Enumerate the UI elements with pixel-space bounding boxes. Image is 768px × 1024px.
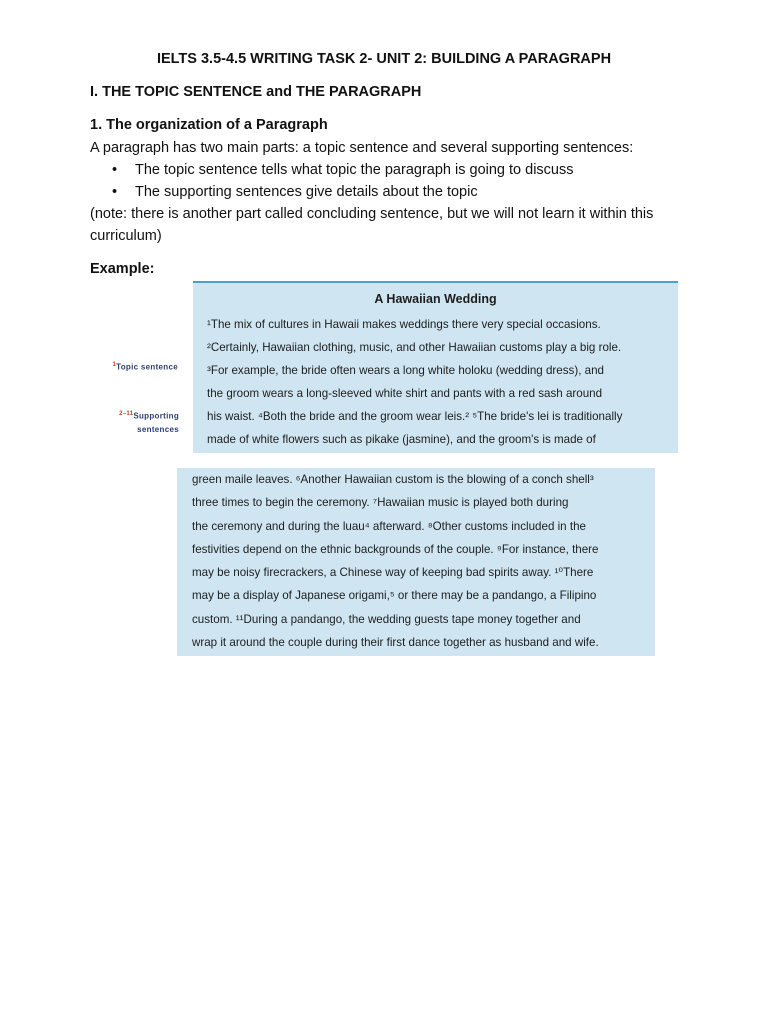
section-heading: I. THE TOPIC SENTENCE and THE PARAGRAPH [90, 84, 422, 100]
excerpt-line: three times to begin the ceremony. ⁷Hawaiian music is played both during [192, 496, 569, 510]
excerpt-line: his waist. ⁴Both the bride and the groom wear leis.² ⁵The bride's lei is traditionally [207, 410, 623, 424]
excerpt-line: wrap it around the couple during their first dance together as husband and wife. [192, 636, 599, 650]
supporting-sentences-margin-label [119, 408, 179, 436]
support-label-line2: sentences [137, 424, 179, 434]
bullet-text: The topic sentence tells what topic the paragraph is going to discuss [135, 162, 574, 178]
excerpt-image-top [193, 281, 678, 453]
excerpt-line: may be noisy firecrackers, a Chinese way of keeping bad spirits away. ¹⁰There [192, 566, 594, 580]
topic-label: Topic sentence [116, 362, 178, 372]
excerpt-line: ³For example, the bride often wears a long white holoku (wedding dress), and [207, 364, 604, 378]
sub-heading: 1. The organization of a Paragraph [90, 117, 328, 133]
bullet-icon: • [112, 184, 118, 200]
topic-sentence-margin-label [113, 362, 179, 372]
list-item [110, 181, 573, 203]
excerpt-line: may be a display of Japanese origami,⁵ or there may be a pandango, a Filipino [192, 589, 597, 603]
support-number: 2–11 [119, 411, 134, 417]
note-paragraph: (note: there is another part called concluding sentence, but we will not learn it within this curriculum) [90, 206, 654, 244]
intro-paragraph: A paragraph has two main parts: a topic sentence and several supporting sentences: [90, 140, 634, 156]
excerpt-line: the ceremony and during the luau⁴ afterward. ⁸Other customs included in the [192, 519, 586, 533]
bullet-icon: • [112, 162, 118, 178]
excerpt-image-bottom [177, 468, 655, 656]
example-label: Example: [90, 261, 155, 277]
list-item [110, 159, 573, 181]
excerpt-line: green maile leaves. ⁶Another Hawaiian custom is the blowing of a conch shell³ [192, 473, 594, 486]
excerpt-line: the groom wears a long-sleeved white shirt and pants with a red sash around [207, 387, 603, 401]
excerpt-bottom-text [192, 468, 647, 654]
excerpt-title: A Hawaiian Wedding [374, 292, 497, 306]
excerpt-line: ¹The mix of cultures in Hawaii makes weddings there very special occasions. [207, 318, 601, 331]
document-title: IELTS 3.5-4.5 WRITING TASK 2- UNIT 2: BUILDING A PARAGRAPH [156, 51, 612, 67]
excerpt-line: ²Certainly, Hawaiian clothing, music, and other Hawaiian customs play a big role. [207, 341, 622, 355]
excerpt-top-text [207, 313, 670, 452]
support-label-line1: Supporting [133, 411, 179, 421]
excerpt-line: made of white flowers such as pikake (jasmine), and the groom's is made of [207, 433, 596, 447]
excerpt-line: festivities depend on the ethnic backgrounds of the couple. ⁹For instance, there [192, 542, 599, 556]
bullet-list [110, 159, 573, 203]
topic-number: 1 [112, 362, 117, 368]
bullet-text: The supporting sentences give details about the topic [135, 184, 478, 200]
excerpt-line: custom. ¹¹During a pandango, the wedding guests tape money together and [192, 612, 581, 626]
